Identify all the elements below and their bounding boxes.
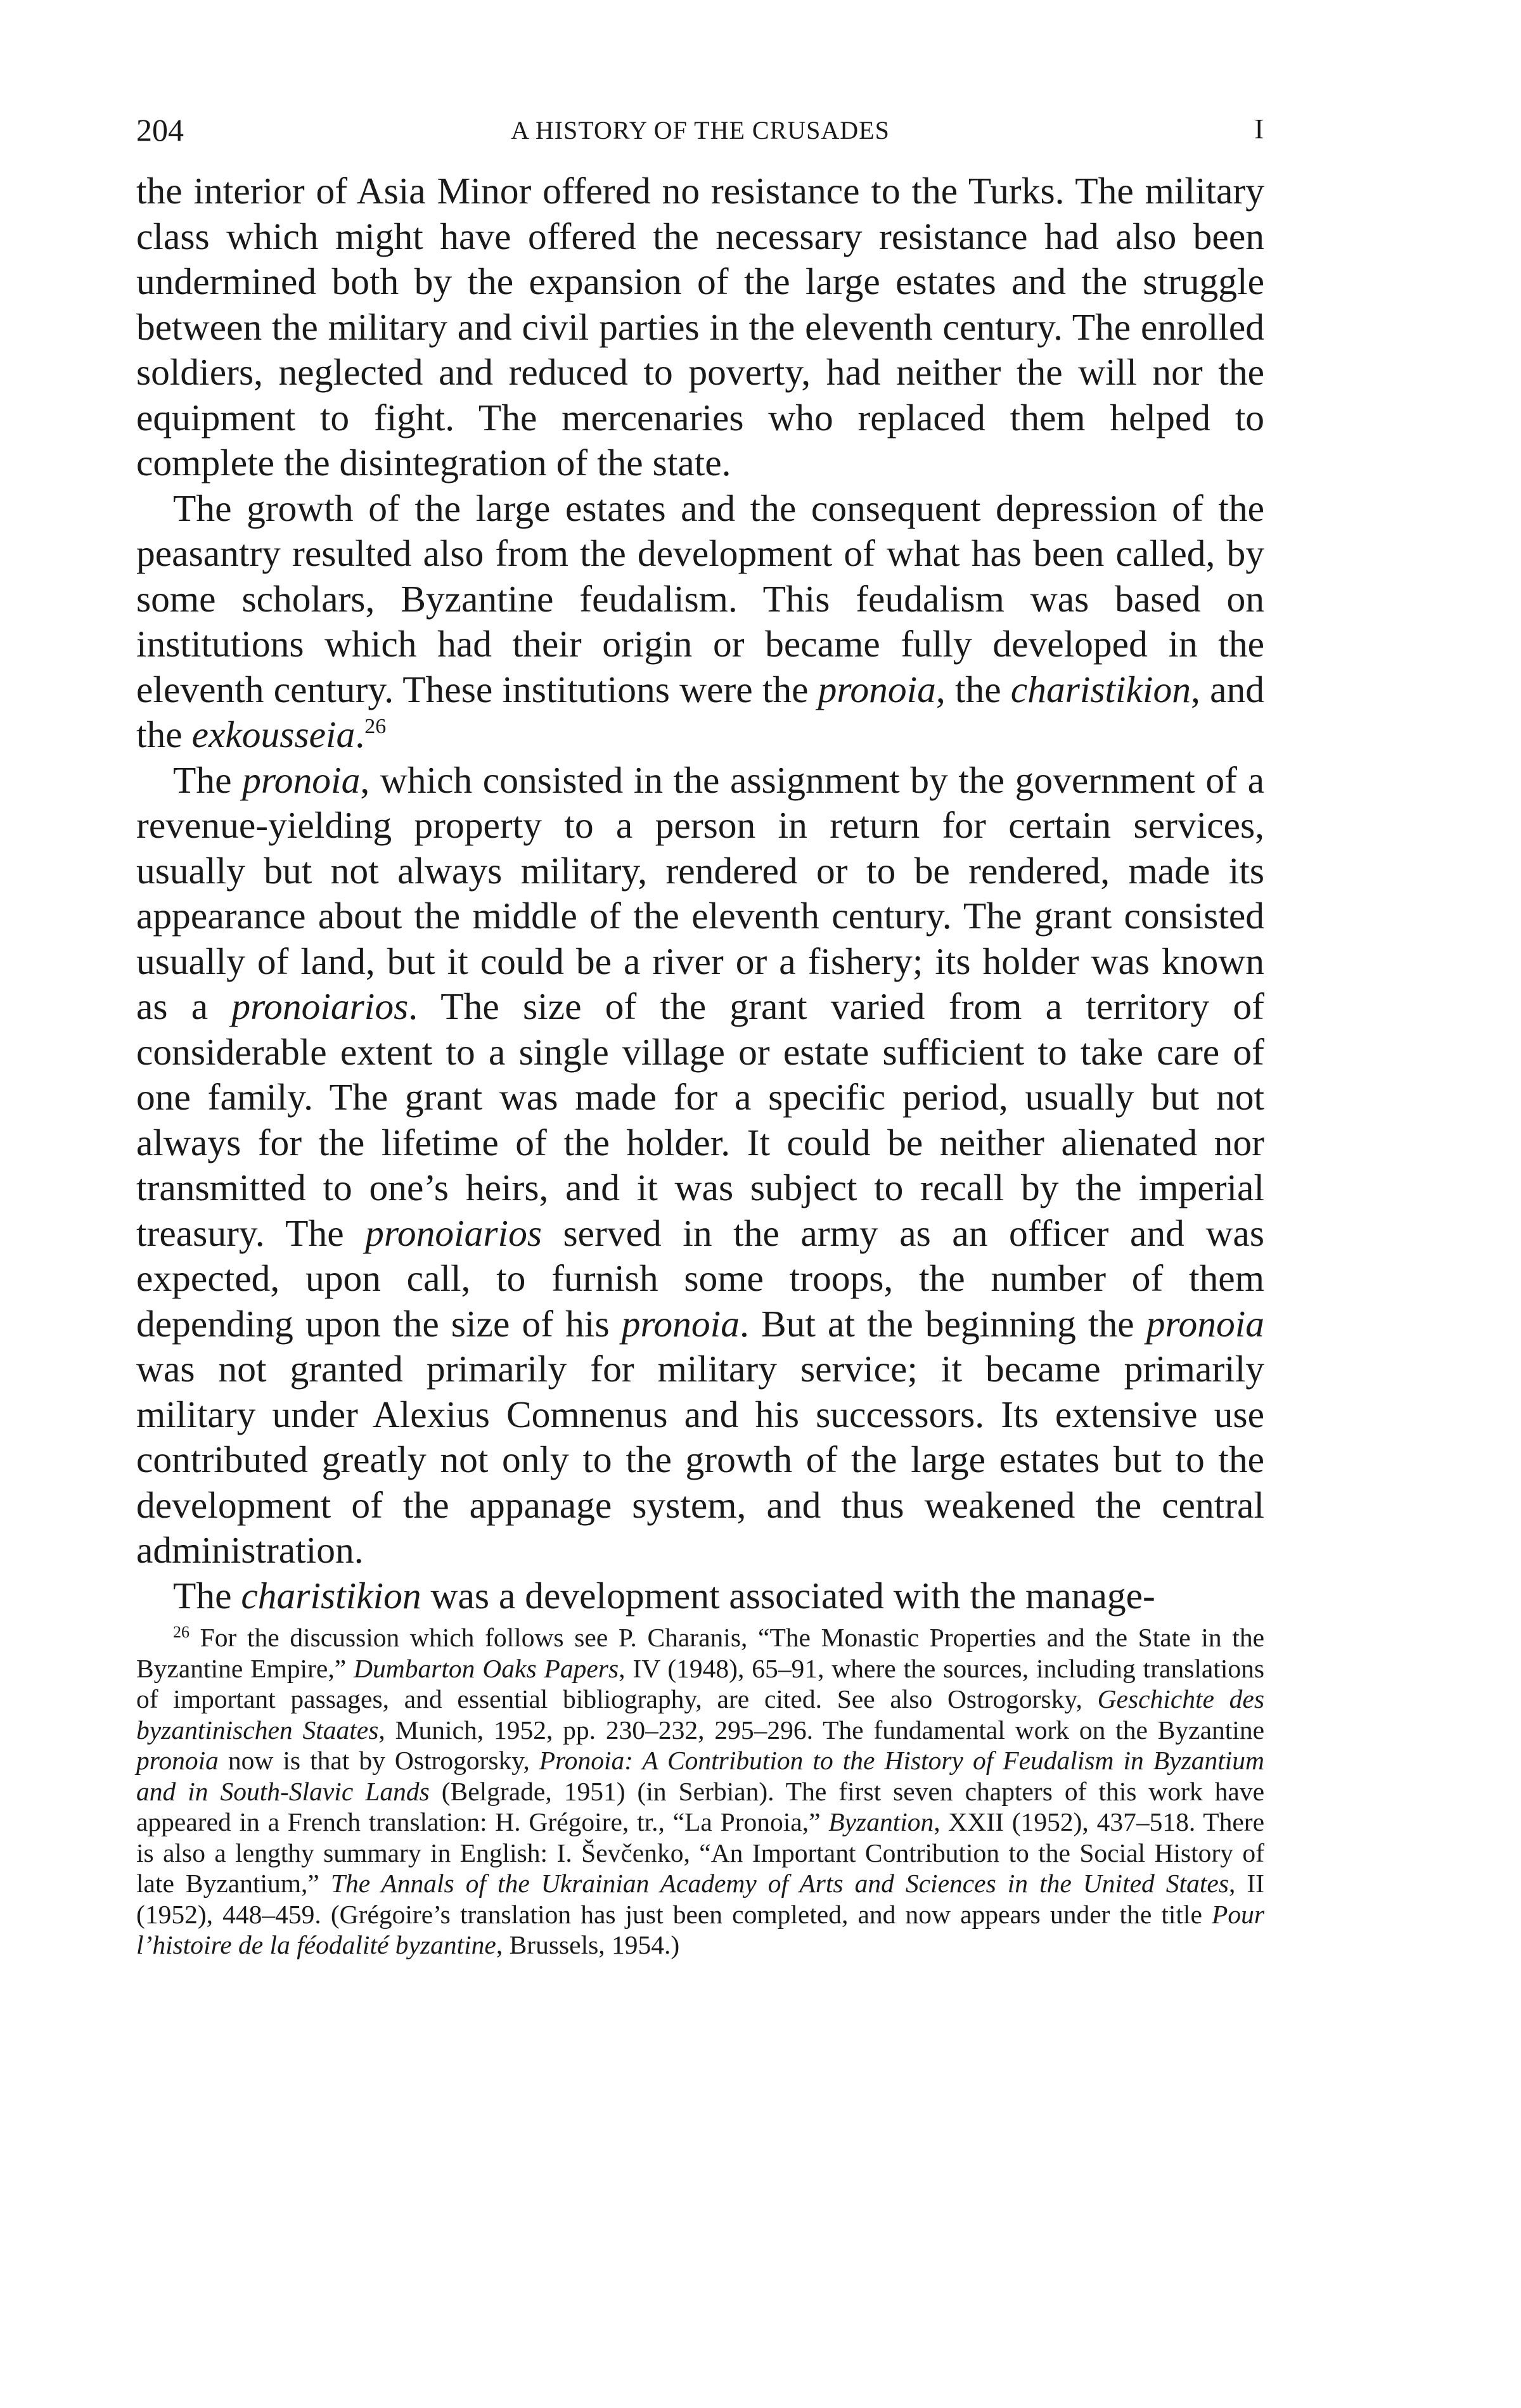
term-charistikion: charistikion: [241, 1574, 421, 1617]
paragraph-2: [136, 486, 1264, 758]
footnote-text: now is that by Ostrogorsky,: [218, 1746, 539, 1775]
citation-title: Pronoia: A Contribution to the History of Feudalism in Byzantium and in South-Slavic Lands: [136, 1746, 1264, 1806]
footnote-text: , II (1952), 448–459. (Grégoire’s translation has just been completed, and now appears under the title: [136, 1869, 1265, 1929]
paragraph-3-text-b: , which consisted in the assignment by the government of a revenue-yielding property to a person in return for certain services, usually but not always military, rendered or to be rendered, made its appearance about the middle of the eleventh century. The grant consisted usually of land, but it could be a river or a fishery; its holder was known as a: [136, 759, 1264, 1027]
footnote-text: , Munich, 1952, pp. 230–232, 295–296. The fundamental work on the Byzantine: [378, 1715, 1265, 1745]
term-pronoiarios: pronoiarios: [231, 985, 409, 1027]
footnote-text: , IV (1948), 65–91, where the sources, including translations of important passages, and essential bibliography, are cited. See also Ostrogorsky,: [136, 1653, 1265, 1713]
paragraph-3-text-e: . But at the beginning the: [739, 1302, 1146, 1345]
term-pronoiarios: pronoiarios: [365, 1212, 542, 1254]
running-head: [136, 101, 1264, 152]
term-exkousseia: exkousseia: [191, 714, 356, 755]
citation-term: pronoia: [136, 1746, 219, 1775]
paragraph-2-text-a: The growth of the large estates and the consequent depression of the peasantry resulted also from the development of what has been called, by some scholars, Byzantine feudalism. This feudalism was based on institutions which had their origin or became fully developed in the eleventh century. These institutions were the: [136, 487, 1264, 710]
paragraph-2-text-c: , and the: [136, 668, 1264, 755]
term-pronoia: pronoia: [242, 759, 361, 801]
term-pronoia: pronoia: [621, 1302, 740, 1345]
paragraph-2-text-b: , the: [935, 668, 1011, 710]
paragraph-3-text-c: . The size of the grant varied from a territory of considerable extent to a single village or estate sufficient to take care of one family. The grant was made for a specific period, usually but not always for the lifetime of the holder. It could be neither alienated nor transmitted to one’s heirs, and it was subject to recall by the imperial treasury. The: [136, 985, 1264, 1254]
paragraph-1-text: the interior of Asia Minor offered no resistance to the Turks. The military class which might have offered the necessary resistance had also been undermined both by the expansion of the large estates and the struggle between the military and civil parties in the eleventh century. The enrolled soldiers, neglected and reduced to poverty, had neither the will nor the equipment to fight. The mercenaries who replaced them helped to complete the disintegration of the state.: [136, 170, 1264, 484]
book-page: [136, 101, 1264, 1961]
term-charistikion: charistikion: [1010, 668, 1191, 710]
main-text: [136, 169, 1264, 1618]
footnote-text: (Belgrade, 1951) (in Serbian). The first seven chapters of this work have appeared in a French translation: H. Grégoire, tr., “La Pronoia,”: [136, 1776, 1264, 1836]
footnote-26: [136, 1622, 1264, 1961]
paragraph-3-text-a: The: [173, 759, 243, 801]
citation-title: Pour l’histoire de la féodalité byzantine: [136, 1899, 1264, 1959]
citation-title: Byzantion: [828, 1807, 934, 1836]
term-pronoia: pronoia: [818, 668, 936, 710]
footnote-text: , XXII (1952), 437–518. There is also a lengthy summary in English: I. Ševčenko, “An Important Contribution to the Social History of late Byzantium,”: [136, 1807, 1264, 1898]
running-title: A HISTORY OF THE CRUSADES: [511, 116, 890, 144]
footnote-marker: 26: [173, 1623, 189, 1641]
paragraph-1: [136, 169, 1264, 486]
footnote-text: For the discussion which follows see P. Charanis, “The Monastic Properties and the State in the Byzantine Empire,”: [136, 1623, 1264, 1683]
paragraph-4-text-a: The: [173, 1574, 241, 1617]
paragraph-3-text-d: served in the army as an officer and was expected, upon call, to furnish some troops, the number of them depending upon the size of his: [136, 1212, 1264, 1345]
paragraph-4-text-b: was a development associated with the manage-: [421, 1574, 1155, 1617]
volume-number: I: [1254, 113, 1264, 144]
citation-title: The Annals of the Ukrainian Academy of Arts and Sciences in the United States: [330, 1869, 1229, 1898]
footnotes: [136, 1622, 1264, 1961]
citation-title: Dumbarton Oaks Papers: [354, 1653, 619, 1683]
citation-title: Geschichte des byzantinischen Staates: [136, 1684, 1264, 1745]
paragraph-3: [136, 758, 1264, 1573]
paragraph-2-text-d: .: [355, 714, 365, 755]
term-pronoia: pronoia: [1146, 1302, 1264, 1345]
footnote-reference[interactable]: 26: [364, 715, 387, 738]
paragraph-3-text-f: was not granted primarily for military service; it became primarily military under Alexius Comnenus and his successors. Its extensive use contributed greatly not only to the growth of the large estates but to the development of the appanage system, and thus weakened the central administration.: [136, 1348, 1264, 1571]
paragraph-4: [136, 1573, 1264, 1619]
page-number: 204: [136, 112, 184, 148]
footnote-text: , Brussels, 1954.): [496, 1930, 680, 1959]
